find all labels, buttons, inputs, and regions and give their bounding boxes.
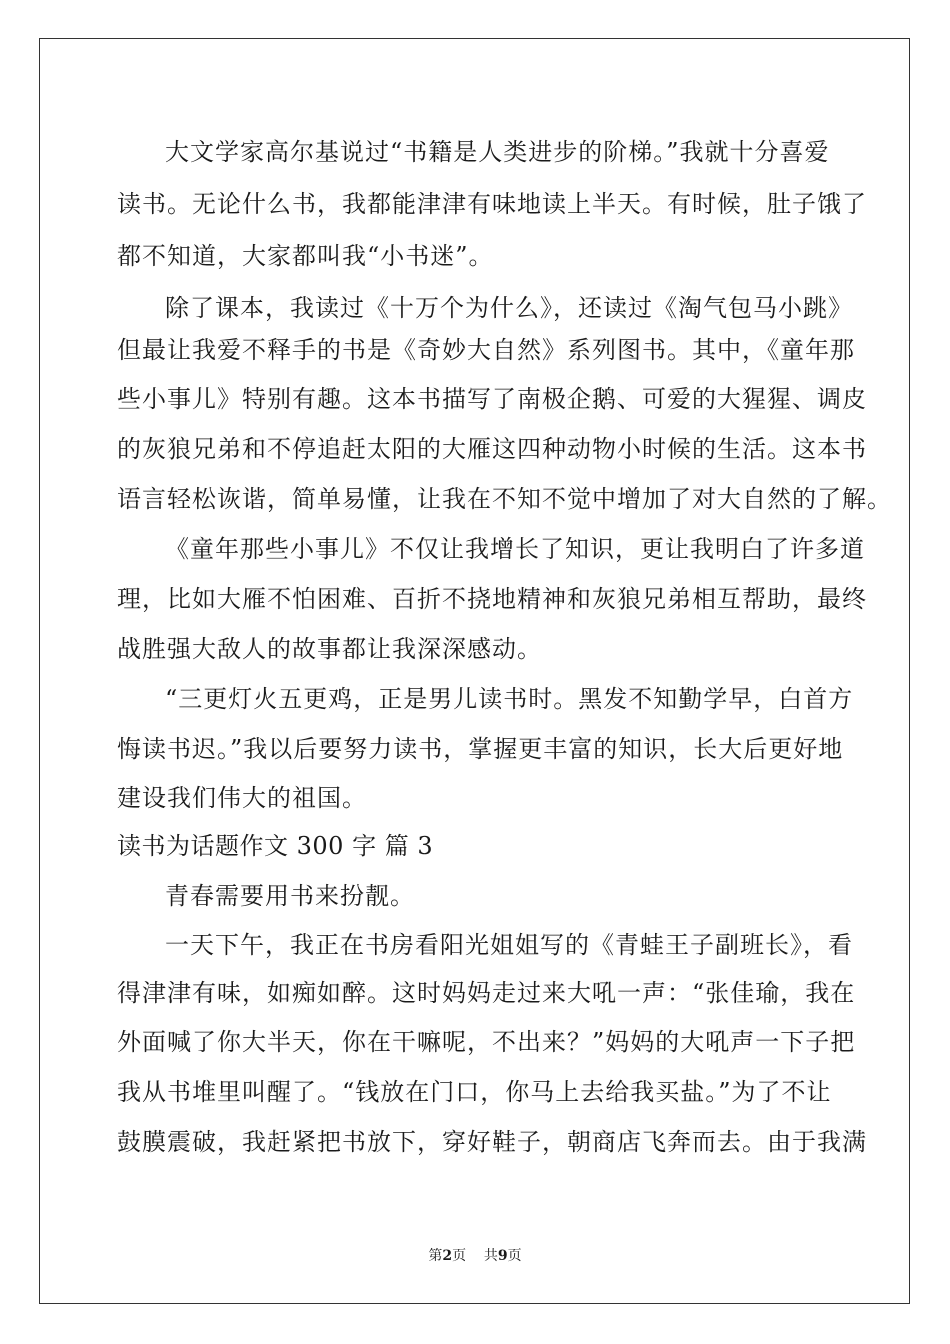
paragraph-line: 得津津有味，如痴如醉。这时妈妈走过来大吼一声：“张佳瑜，我在	[117, 979, 856, 1007]
page-footer	[0, 1247, 950, 1265]
paragraph-line: 鼓膜震破，我赶紧把书放下，穿好鞋子，朝商店飞奔而去。由于我满	[117, 1128, 867, 1156]
paragraph-line: 外面喊了你大半天，你在干嘛呢，不出来？”妈妈的大吼声一下子把	[117, 1028, 856, 1056]
paragraph-line: 语言轻松诙谐，简单易懂，让我在不知不觉中增加了对大自然的了解。	[117, 485, 892, 513]
paragraph-line: 悔读书迟。”我以后要努力读书，掌握更丰富的知识，长大后更好地	[117, 735, 844, 763]
paragraph-line: 的灰狼兄弟和不停追赶太阳的大雁这四种动物小时候的生活。这本书	[117, 435, 867, 463]
paragraph-line: 些小事儿》特别有趣。这本书描写了南极企鹅、可爱的大猩猩、调皮	[117, 385, 867, 413]
current-page-number: 2	[442, 1248, 453, 1264]
paragraph-line: 《童年那些小事儿》不仅让我增长了知识，更让我明白了许多道	[165, 535, 865, 563]
paragraph-line: 我从书堆里叫醒了。“钱放在门口，你马上去给我买盐。”为了不让	[117, 1078, 832, 1106]
footer-middle: 页 共	[452, 1248, 498, 1264]
footer-suffix: 页	[507, 1248, 522, 1264]
paragraph-line: “三更灯火五更鸡，正是男儿读书时。黑发不知勤学早，白首方	[165, 685, 854, 713]
paragraph-line: 都不知道，大家都叫我“小书迷”。	[117, 242, 494, 270]
section-heading: 读书为话题作文 300 字 篇 3	[117, 832, 434, 860]
paragraph-line: 建设我们伟大的祖国。	[117, 784, 367, 812]
paragraph-line: 但最让我爱不释手的书是《奇妙大自然》系列图书。其中，《童年那	[117, 336, 855, 364]
footer-prefix: 第	[428, 1248, 443, 1264]
paragraph-line: 读书。无论什么书，我都能津津有味地读上半天。有时候，肚子饿了	[117, 190, 867, 218]
paragraph-line: 战胜强大敌人的故事都让我深深感动。	[117, 635, 542, 663]
paragraph-line: 一天下午，我正在书房看阳光姐姐写的《青蛙王子副班长》，看	[165, 931, 853, 959]
total-page-number: 9	[497, 1248, 508, 1264]
paragraph-line: 青春需要用书来扮靓。	[165, 882, 415, 910]
paragraph-line: 理，比如大雁不怕困难、百折不挠地精神和灰狼兄弟相互帮助，最终	[117, 585, 867, 613]
page-border	[39, 38, 910, 1304]
paragraph-line: 大文学家高尔基说过“书籍是人类进步的阶梯。”我就十分喜爱	[165, 138, 830, 166]
paragraph-line: 除了课本，我读过《十万个为什么》，还读过《淘气包马小跳》	[165, 294, 853, 322]
